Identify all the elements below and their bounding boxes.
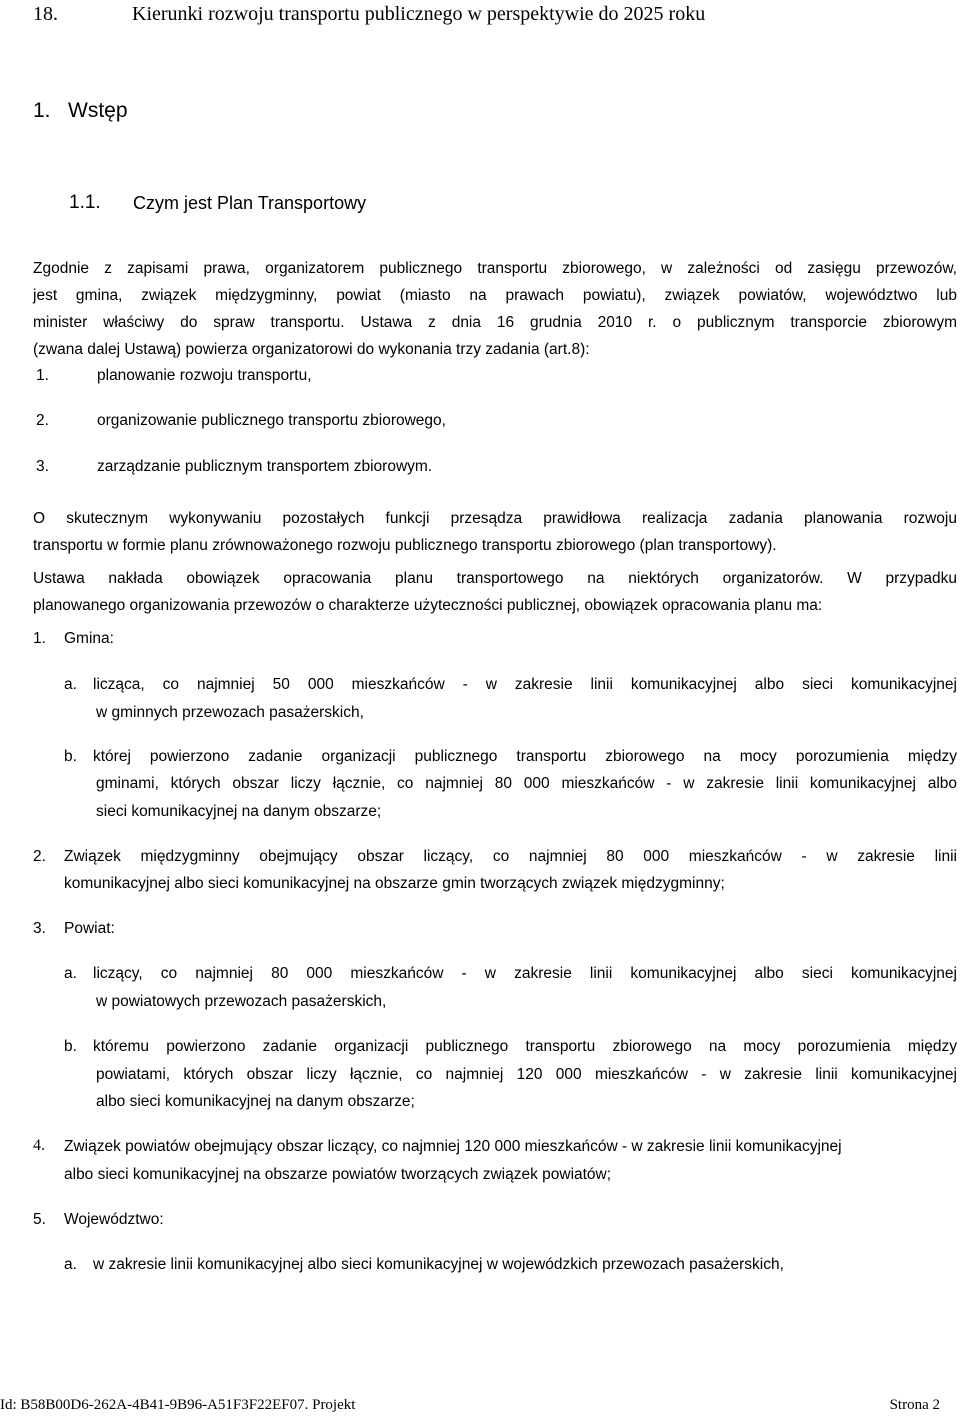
list-label: Gmina: — [64, 630, 114, 647]
subsection-title: Czym jest Plan Transportowy — [133, 193, 367, 213]
list-number: 5. — [33, 1211, 46, 1228]
list-label: Województwo: — [64, 1211, 164, 1228]
sub-item-line: licząca, co najmniej 50 000 mieszkańców - w zakresie linii komunikacyjnej albo sieci komunikacyjnej — [93, 676, 957, 693]
list-number: 1. — [33, 630, 46, 647]
task-text: planowanie rozwoju transportu, — [97, 367, 312, 384]
list-label: Powiat: — [64, 920, 115, 937]
paragraph-line: planowanego organizowania przewozów o charakterze użyteczności publicznej, obowiązek opracowania planu ma: — [33, 597, 823, 614]
footer-page-number: Strona 2 — [889, 1397, 940, 1413]
sub-letter: a. — [64, 965, 77, 982]
paragraph-line: Ustawa nakłada obowiązek opracowania planu transportowego na niektórych organizatorów. W przypadku — [33, 570, 957, 587]
sub-item-line: któremu powierzono zadanie organizacji publicznego transportu zbiorowego na mocy porozumienia między — [93, 1038, 957, 1055]
list-item-line: Związek międzygminny obejmujący obszar liczący, co najmniej 80 000 mieszkańców - w zakresie linii — [64, 848, 957, 865]
chapter-number: 18. — [33, 3, 58, 25]
list-number: 2. — [33, 848, 46, 865]
list-number: 3. — [33, 920, 46, 937]
sub-item-line: sieci komunikacyjnej na danym obszarze; — [96, 803, 382, 820]
intro-line: jest gmina, związek międzygminny, powiat (miasto na prawach powiatu), związek powiatów, województwo lub — [33, 287, 957, 304]
sub-item-line: albo sieci komunikacyjnej na danym obszarze; — [96, 1093, 415, 1110]
footer-document-id: Id: B58B00D6-262A-4B41-9B96-A51F3F22EF07. Projekt — [0, 1397, 356, 1413]
sub-letter: a. — [64, 1256, 77, 1273]
sub-item-line: której powierzono zadanie organizacji publicznego transportu zbiorowego na mocy porozumienia między — [93, 748, 957, 765]
task-number: 1. — [36, 367, 49, 384]
sub-letter: b. — [64, 1038, 77, 1055]
task-text: organizowanie publicznego transportu zbiorowego, — [97, 412, 446, 429]
intro-line: Zgodnie z zapisami prawa, organizatorem publicznego transportu zbiorowego, w zależności od zasięgu przewozów, — [33, 260, 957, 277]
sub-letter: b. — [64, 748, 77, 765]
list-item-line: Związek powiatów obejmujący obszar liczący, co najmniej 120 000 mieszkańców - w zakresie linii komunikacyjnej — [64, 1138, 842, 1155]
task-number: 3. — [36, 458, 49, 475]
paragraph-line: O skutecznym wykonywaniu pozostałych funkcji przesądza prawidłowa realizacja zadania planowania rozwoju — [33, 510, 957, 527]
task-number: 2. — [36, 412, 49, 429]
section-title: Wstęp — [68, 99, 128, 122]
intro-line: (zwana dalej Ustawą) powierza organizatorowi do wykonania trzy zadania (art.8): — [33, 341, 590, 358]
task-text: zarządzanie publicznym transportem zbiorowym. — [97, 458, 433, 475]
sub-item-line: w gminnych przewozach pasażerskich, — [96, 704, 364, 721]
sub-item-line: w zakresie linii komunikacyjnej albo sieci komunikacyjnej w wojewódzkich przewozach pasażerskich, — [93, 1256, 784, 1273]
sub-item-line: gminami, których obszar liczy łącznie, co najmniej 80 000 mieszkańców - w zakresie linii komunikacyjnej albo — [96, 775, 957, 792]
intro-line: minister właściwy do spraw transportu. Ustawa z dnia 16 grudnia 2010 r. o publicznym transporcie zbiorowym — [33, 314, 957, 331]
subsection-number: 1.1. — [69, 192, 101, 213]
section-number: 1. — [33, 99, 51, 122]
chapter-title: Kierunki rozwoju transportu publicznego w perspektywie do 2025 roku — [132, 3, 706, 25]
sub-item-line: powiatami, których obszar liczy łącznie, co najmniej 120 000 mieszkańców - w zakresie linii komunikacyjnej — [96, 1066, 957, 1083]
sub-item-line: w powiatowych przewozach pasażerskich, — [96, 993, 387, 1010]
paragraph-line: transportu w formie planu zrównoważonego rozwoju publicznego transportu zbiorowego (plan transportowy). — [33, 537, 777, 554]
list-item-line: albo sieci komunikacyjnej na obszarze powiatów tworzących związek powiatów; — [64, 1166, 612, 1183]
list-item-line: komunikacyjnej albo sieci komunikacyjnej na obszarze gmin tworzących związek międzygminny; — [64, 875, 725, 892]
sub-letter: a. — [64, 676, 77, 693]
sub-item-line: liczący, co najmniej 80 000 mieszkańców - w zakresie linii komunikacyjnej albo sieci komunikacyjnej — [93, 965, 957, 982]
list-number: 4. — [33, 1137, 45, 1154]
